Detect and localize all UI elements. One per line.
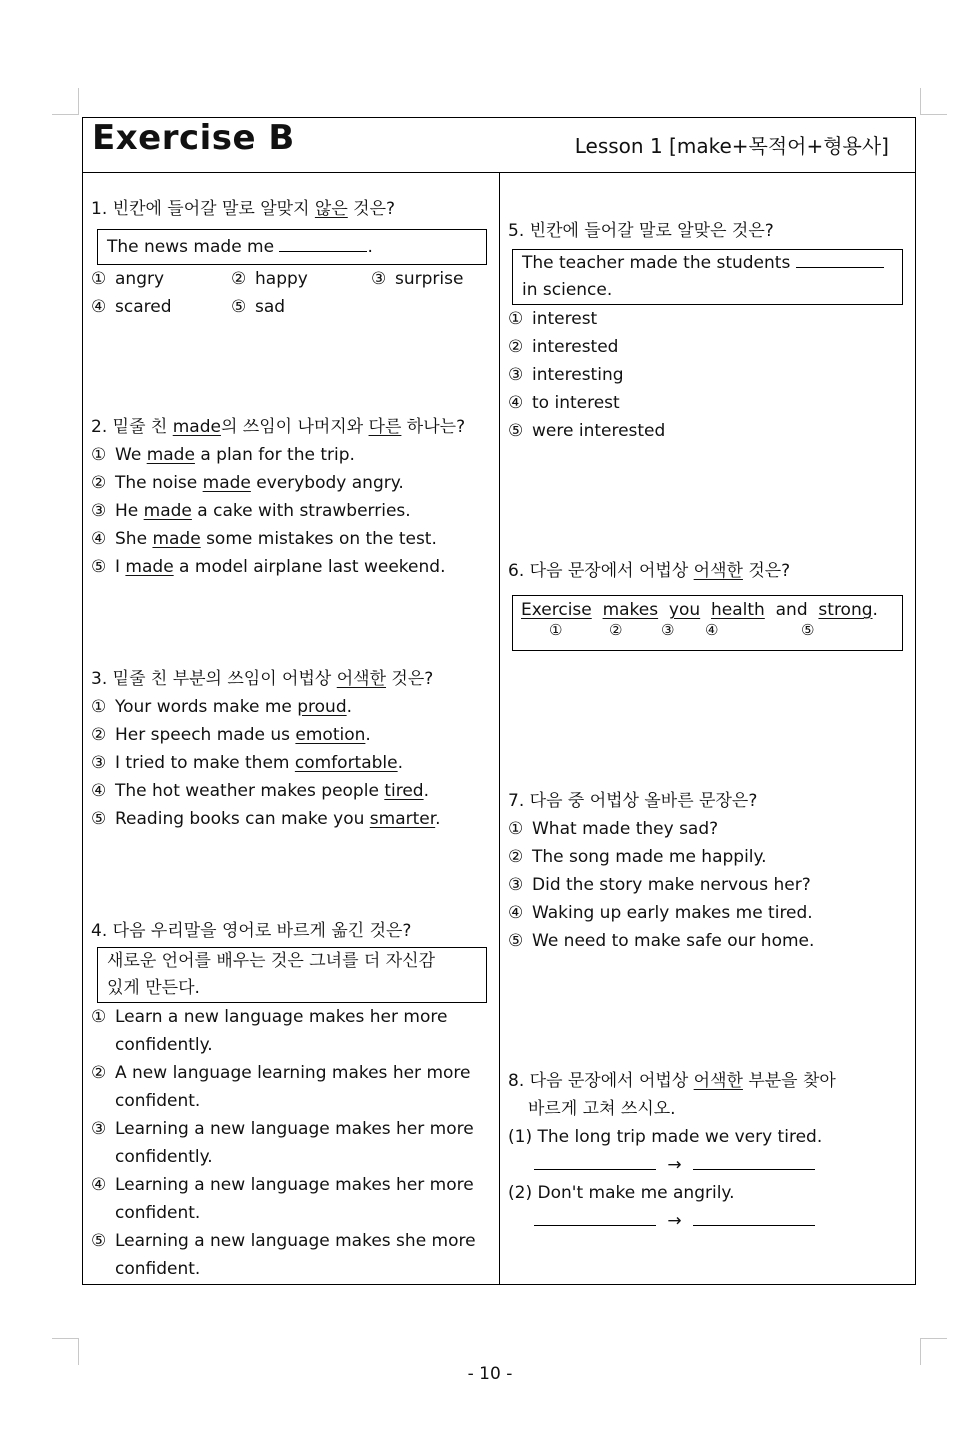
page-number: - 10 - — [467, 1364, 513, 1384]
question-1 — [91, 195, 491, 321]
option[interactable]: ⑤ sad — [231, 297, 286, 317]
question-6-markers — [521, 622, 894, 640]
question-5-sentence-box: The teacher made the students in science. — [512, 249, 903, 305]
answer-blank — [279, 235, 367, 252]
answer-blank — [796, 251, 884, 268]
option[interactable]: ② A new language learning makes her more confident. — [91, 1063, 471, 1111]
question-7 — [508, 787, 907, 955]
option[interactable]: ⑤ I made a model airplane last weekend. — [91, 557, 446, 577]
option[interactable]: ⑤ We need to make safe our home. — [508, 931, 815, 951]
option[interactable]: ④ to interest — [508, 393, 620, 413]
option[interactable]: ③ I tried to make them comfortable. — [91, 753, 404, 773]
option[interactable]: ③ He made a cake with strawberries. — [91, 501, 411, 521]
option[interactable]: ⑤ Reading books can make you smarter. — [91, 809, 441, 829]
answer-row-1 — [508, 1151, 907, 1179]
question-5 — [508, 217, 907, 445]
option[interactable]: ① Your words make me proud. — [91, 697, 353, 717]
question-6 — [508, 557, 907, 651]
question-1-prompt: 1. 빈칸에 들어갈 말로 알맞지 않은 것은? — [91, 199, 396, 219]
arrow-icon: → — [667, 1155, 682, 1175]
question-2 — [91, 413, 491, 581]
word-and: and — [775, 600, 808, 620]
question-5-prompt: 5. 빈칸에 들어갈 말로 알맞은 것은? — [508, 221, 774, 241]
word-you: you — [668, 600, 701, 620]
option[interactable]: ① angry — [91, 269, 165, 289]
worksheet-header — [83, 118, 915, 173]
option[interactable]: ④ scared — [91, 297, 172, 317]
question-8 — [508, 1067, 907, 1235]
marker-5[interactable]: ⑤ — [801, 621, 815, 639]
option[interactable]: ④ Waking up early makes me tired. — [508, 903, 813, 923]
right-column — [500, 173, 915, 1284]
wrong-part-input-2[interactable] — [534, 1209, 656, 1226]
option[interactable]: ④ She made some mistakes on the test. — [91, 529, 437, 549]
crop-mark-bottom-left — [52, 1338, 79, 1365]
marker-2[interactable]: ② — [609, 621, 623, 639]
worksheet — [82, 117, 916, 1285]
question-3-prompt: 3. 밑줄 친 부분의 쓰임이 어법상 어색한 것은? — [91, 669, 434, 689]
question-4-korean-box: 새로운 언어를 배우는 것은 그녀를 더 자신감 있게 만든다. — [97, 947, 487, 1003]
question-3 — [91, 665, 491, 833]
option[interactable]: ⑤ were interested — [508, 421, 666, 441]
option[interactable]: ② interested — [508, 337, 619, 357]
option[interactable]: ⑤ Learning a new language makes she more confident. — [91, 1231, 476, 1279]
option[interactable]: ② Her speech made us emotion. — [91, 725, 371, 745]
correction-input-2[interactable] — [693, 1209, 815, 1226]
question-8-prompt: 8. 다음 문장에서 어법상 어색한 부분을 찾아 — [508, 1071, 836, 1091]
lesson-label: Lesson 1 [make+목적어+형용사] — [574, 134, 889, 158]
question-7-prompt: 7. 다음 중 어법상 올바른 문장은? — [508, 791, 758, 811]
question-8-prompt-line2: 바르게 고쳐 쓰시오. — [528, 1099, 676, 1119]
crop-mark-bottom-right — [920, 1338, 947, 1365]
option[interactable]: ② The song made me happily. — [508, 847, 767, 867]
answer-row-2 — [508, 1207, 907, 1235]
option[interactable]: ② The noise made everybody angry. — [91, 473, 404, 493]
question-1-options — [91, 265, 491, 321]
word-exercise: Exercise — [521, 600, 592, 620]
crop-mark-top-right — [920, 88, 947, 115]
marker-1[interactable]: ① — [549, 621, 563, 639]
question-6-sentence-box: Exercise makes you health and strong. ① ② ③ ④ ⑤ — [512, 595, 903, 651]
left-column — [83, 173, 500, 1284]
option[interactable]: ① Learn a new language makes her more confidently. — [91, 1007, 448, 1055]
word-health: health — [710, 600, 765, 620]
marker-4[interactable]: ④ — [705, 621, 719, 639]
option[interactable]: ④ The hot weather makes people tired. — [91, 781, 429, 801]
correction-input-1[interactable] — [693, 1153, 815, 1170]
option[interactable]: ③ Learning a new language makes her more confidently. — [91, 1119, 474, 1167]
word-strong: strong — [818, 600, 873, 620]
question-6-prompt: 6. 다음 문장에서 어법상 어색한 것은? — [508, 561, 791, 581]
question-4-prompt: 4. 다음 우리말을 영어로 바르게 옮긴 것은? — [91, 921, 412, 941]
word-makes: makes — [602, 600, 659, 620]
option[interactable]: ① We made a plan for the trip. — [91, 445, 355, 465]
crop-mark-top-left — [52, 88, 79, 115]
question-2-prompt: 2. 밑줄 친 made의 쓰임이 나머지와 다른 하나는? — [91, 417, 466, 437]
wrong-part-input-1[interactable] — [534, 1153, 656, 1170]
arrow-icon: → — [667, 1211, 682, 1231]
exercise-title: Exercise B — [92, 118, 295, 158]
option[interactable]: ③ interesting — [508, 365, 624, 385]
option[interactable]: ① What made they sad? — [508, 819, 719, 839]
question-1-sentence-box: The news made me . — [97, 229, 487, 265]
marker-3[interactable]: ③ — [661, 621, 675, 639]
question-8-item-2: (2) Don't make me angrily. — [508, 1183, 735, 1203]
question-4 — [91, 917, 491, 1283]
option[interactable]: ③ surprise — [371, 269, 464, 289]
option[interactable]: ① interest — [508, 309, 598, 329]
question-8-item-1: (1) The long trip made we very tired. — [508, 1127, 823, 1147]
option[interactable]: ② happy — [231, 269, 308, 289]
option[interactable]: ③ Did the story make nervous her? — [508, 875, 811, 895]
option[interactable]: ④ Learning a new language makes her more confident. — [91, 1175, 474, 1223]
